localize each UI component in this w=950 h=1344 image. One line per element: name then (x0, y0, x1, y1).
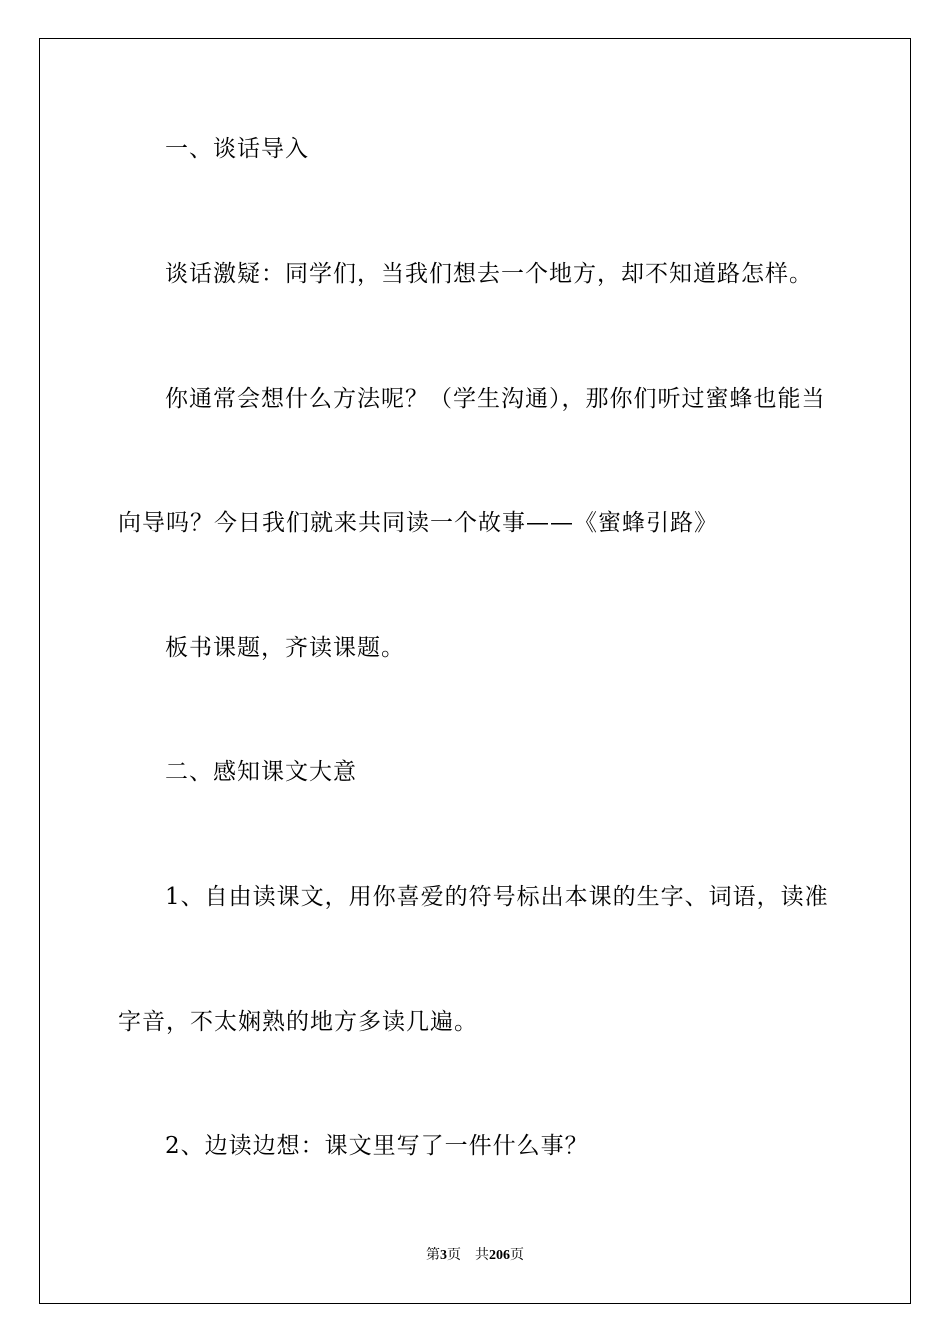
paragraph-line: 你通常会想什么方法呢？（学生沟通），那你们听过蜜蜂也能当 (165, 386, 826, 412)
section-heading-2: 二、感知课文大意 (165, 759, 357, 785)
page-suffix: 页 (447, 1248, 461, 1263)
paragraph-line: 字音，不太娴熟的地方多读几遍。 (118, 1009, 478, 1035)
paragraph-line: 1、自由读课文，用你喜爱的符号标出本课的生字、词语，读准 (165, 884, 829, 910)
paragraph-line: 谈话激疑：同学们，当我们想去一个地方，却不知道路怎样。 (165, 261, 813, 287)
paragraph-line: 2、边读边想：课文里写了一件什么事？ (165, 1133, 589, 1159)
page-footer (0, 1247, 950, 1265)
total-pages: 206 (489, 1248, 510, 1263)
section-heading-1: 一、谈话导入 (165, 136, 309, 162)
page-prefix: 第 (426, 1248, 440, 1263)
page-border (39, 38, 911, 1304)
page-number: 3 (440, 1248, 447, 1263)
total-suffix: 页 (510, 1248, 524, 1263)
paragraph-line: 板书课题，齐读课题。 (165, 635, 405, 661)
paragraph-line: 向导吗？今日我们就来共同读一个故事——《蜜蜂引路》 (118, 510, 718, 536)
total-prefix: 共 (475, 1248, 489, 1263)
